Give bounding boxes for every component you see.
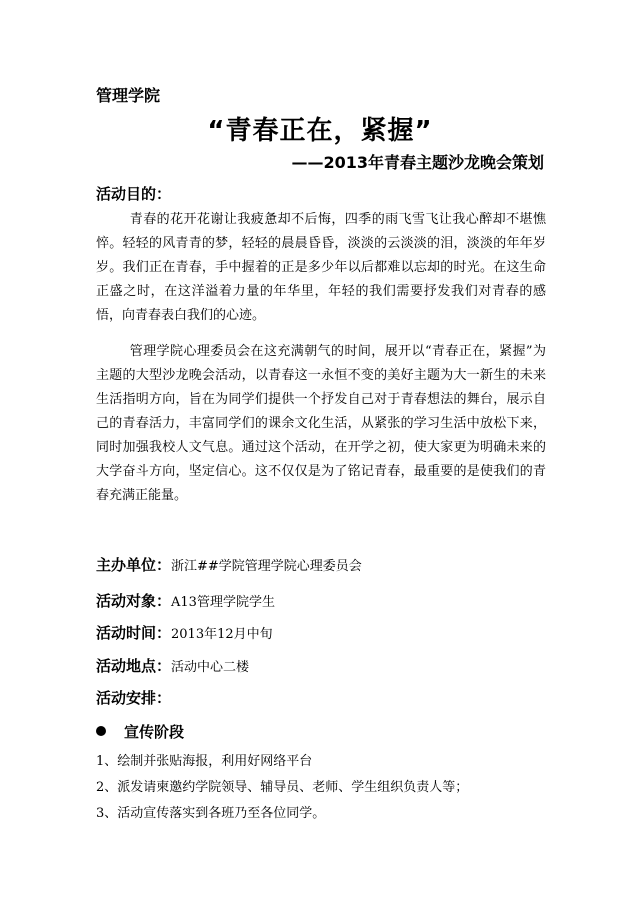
organizer-line	[96, 555, 362, 577]
stage-heading: 宣传阶段	[124, 723, 185, 741]
place-label: 活动地点：	[96, 657, 172, 675]
list-item: 2、派发请柬邀约学院领导、辅导员、老师、学生组织负责人等；	[96, 780, 469, 795]
target-line	[96, 591, 275, 613]
organizer-label: 主办单位：	[96, 556, 172, 574]
time-line	[96, 623, 273, 645]
list-item: 1、绘制并张贴海报，利用好网络平台	[96, 754, 313, 769]
stage-heading-line	[96, 722, 184, 742]
organizer-value: 浙江##学院管理学院心理委员会	[171, 559, 362, 574]
target-value: A13管理学院学生	[171, 595, 275, 610]
document-subtitle: ——2013年青春主题沙龙晚会策划	[291, 153, 544, 172]
time-label: 活动时间：	[96, 624, 172, 642]
paragraph-1: 青春的花开花谢让我疲惫却不后悔，四季的雨飞雪飞让我心醉却不堪憔悴。轻轻的风青青的梦，轻轻的晨晨昏昏，淡淡的云淡淡的泪，淡淡的年年岁岁。我们正在青春，手中握着的正是多少年以后都难以忘却的时光。在这生命正盛之时，在这洋溢着力量的年华里，年轻的我们需要抒发我们对青春的感悟，向青春表白我们的心迹。	[96, 212, 546, 323]
time-value: 2013年12月中旬	[171, 627, 273, 642]
arrangement-line	[96, 688, 171, 710]
place-value: 活动中心二楼	[171, 660, 250, 675]
purpose-heading: 活动目的：	[96, 185, 172, 203]
place-line	[96, 656, 249, 678]
org-name: 管理学院	[96, 86, 161, 105]
paragraph-2: 管理学院心理委员会在这充满朝气的时间，展开以“青春正在，紧握”为主题的大型沙龙晚会活动，以青春这一永恒不变的美好主题为大一新生的未来生活指明方向，旨在为同学们提供一个抒发自己对于青春想法的舞台，展示自己的青春活力，丰富同学们的课余文化生活，从紧张的学习生活中放松下来，同时加强我校人文气息。通过这个活动，在开学之初，使大家更为明确未来的大学奋斗方向，坚定信心。这不仅仅是为了铭记青春，最重要的是使我们的青春充满正能量。	[96, 344, 546, 503]
arrangement-label: 活动安排：	[96, 689, 172, 707]
bullet-dot-icon	[96, 726, 106, 736]
document-title: “青春正在，紧握”	[207, 116, 433, 146]
list-item: 3、活动宣传落实到各班乃至各位同学。	[96, 806, 326, 821]
target-label: 活动对象：	[96, 592, 172, 610]
